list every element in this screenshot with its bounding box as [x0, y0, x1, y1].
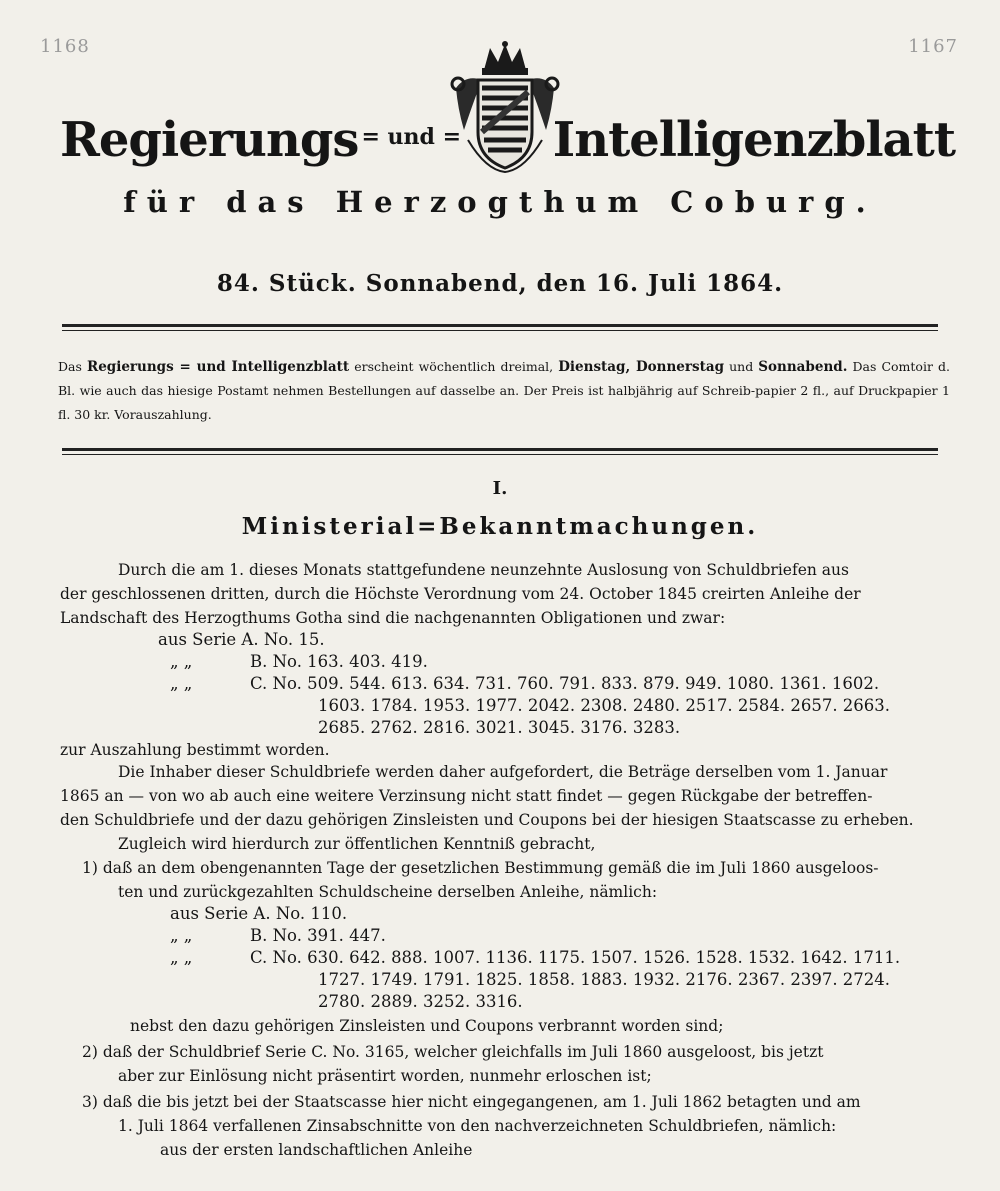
ditto-mark: „ „	[170, 674, 193, 693]
section-title: Ministerial=Bekanntmachungen.	[241, 513, 759, 540]
divider-rule-thin	[62, 330, 938, 331]
masthead-title-right: Intelligenzblatt	[552, 112, 955, 168]
series-line: aus Serie A. No. 110.	[170, 904, 348, 923]
text-line: 2) daß der Schuldbrief Serie C. No. 3165, welcher gleichfalls im Juli 1860 ausgeloost, bis jetzt	[82, 1043, 824, 1061]
notice-text: Das Comtoir d. Bl. wie auch das hiesige Postamt nehmen Bestellungen auf dasselbe an. Der Preis ist halbjährig auf Schreib-papier 2 fl., auf Druckpapier 1 fl. 30 kr. Vorauszahlung.	[58, 359, 950, 422]
series-line: 1603. 1784. 1953. 1977. 2042. 2308. 2480. 2517. 2584. 2657. 2663.	[318, 696, 891, 715]
text-line: 1. Juli 1864 verfallenen Zinsabschnitte von den nachverzeichneten Schuldbriefen, nämlich:	[118, 1117, 837, 1135]
masthead-subtitle: für das Herzogthum Coburg.	[123, 185, 877, 219]
divider-rule	[62, 448, 938, 451]
publication-notice: Das Regierungs = und Intelligenzblatt erscheint wöchentlich dreimal, Dienstag, Donnerstag und Sonnabend. Das Comtoir d. Bl. wie auch das hiesige Postamt nehmen Bestellungen auf dasselbe an. Der Preis ist halbjährig auf Schreib-papier 2 fl., auf Druckpapier 1 fl. 30 kr. Vorauszahlung.	[58, 359, 950, 422]
series-line: C. No. 509. 544. 613. 634. 731. 760. 791. 833. 879. 949. 1080. 1361. 1602.	[250, 674, 880, 693]
text-line: ten und zurückgezahlten Schuldscheine derselben Anleihe, nämlich:	[118, 883, 658, 901]
text-line: 3) daß die bis jetzt bei der Staatscasse hier nicht eingegangenen, am 1. Juli 1862 betagten und am	[82, 1093, 861, 1111]
page-number-left: 1168	[40, 36, 90, 57]
divider-rule-thin	[62, 454, 938, 455]
text-line: den Schuldbriefe und der dazu gehörigen Zinsleisten und Coupons bei der hiesigen Staatscasse zu erheben.	[60, 811, 914, 829]
divider-rule	[62, 324, 938, 327]
notice-bold-days: Dienstag, Donnerstag	[558, 359, 725, 375]
series-line: 2780. 2889. 3252. 3316.	[318, 992, 523, 1011]
text-line: 1) daß an dem obengenannten Tage der gesetzlichen Bestimmung gemäß die im Juli 1860 ausgeloos-	[82, 859, 879, 877]
notice-bold-day: Sonnabend.	[758, 359, 848, 375]
series-line: 2685. 2762. 2816. 3021. 3045. 3176. 3283.	[318, 718, 681, 737]
masthead-title-left	[60, 112, 464, 168]
masthead	[50, 40, 955, 175]
page-number-right: 1167	[908, 36, 958, 57]
title-regierungs: Regierungs	[60, 112, 359, 168]
text-line: aber zur Einlösung nicht präsentirt worden, nunmehr erloschen ist;	[118, 1067, 652, 1085]
series-line: C. No. 630. 642. 888. 1007. 1136. 1175. 1507. 1526. 1528. 1532. 1642. 1711.	[250, 948, 901, 967]
series-line: B. No. 163. 403. 419.	[250, 652, 428, 671]
ditto-mark: „ „	[170, 948, 193, 967]
text-line: nebst den dazu gehörigen Zinsleisten und Coupons verbrannt worden sind;	[130, 1017, 724, 1035]
text-line: aus der ersten landschaftlichen Anleihe	[160, 1141, 473, 1159]
ditto-mark: „ „	[170, 652, 193, 671]
series-line: B. No. 391. 447.	[250, 926, 386, 945]
text-line: zur Auszahlung bestimmt worden.	[60, 741, 330, 759]
series-line: 1727. 1749. 1791. 1825. 1858. 1883. 1932. 2176. 2367. 2397. 2724.	[318, 970, 891, 989]
coat-of-arms-icon	[446, 40, 564, 175]
text-line: 1865 an — von wo ab auch eine weitere Verzinsung nicht statt findet — gegen Rückgabe der betreffen-	[60, 787, 873, 805]
title-und: = und =	[361, 124, 461, 150]
section-number: I.	[492, 478, 508, 499]
text-line: der geschlossenen dritten, durch die Höchste Verordnung vom 24. October 1845 creirten Anleihe der	[60, 585, 861, 603]
notice-bold-title: Regierungs = und Intelligenzblatt	[86, 359, 350, 375]
text-line: Durch die am 1. dieses Monats stattgefundene neunzehnte Auslosung von Schuldbriefen aus	[118, 561, 849, 579]
text-line: Zugleich wird hierdurch zur öffentlichen Kenntniß gebracht,	[118, 835, 596, 853]
ditto-mark: „ „	[170, 926, 193, 945]
series-line: aus Serie A. No. 15.	[158, 630, 325, 649]
text-line: Landschaft des Herzogthums Gotha sind die nachgenannten Obligationen und zwar:	[60, 609, 726, 627]
text-line: Die Inhaber dieser Schuldbriefe werden daher aufgefordert, die Beträge derselben vom 1. Januar	[118, 763, 888, 781]
issue-line: 84. Stück. Sonnabend, den 16. Juli 1864.	[216, 270, 784, 297]
